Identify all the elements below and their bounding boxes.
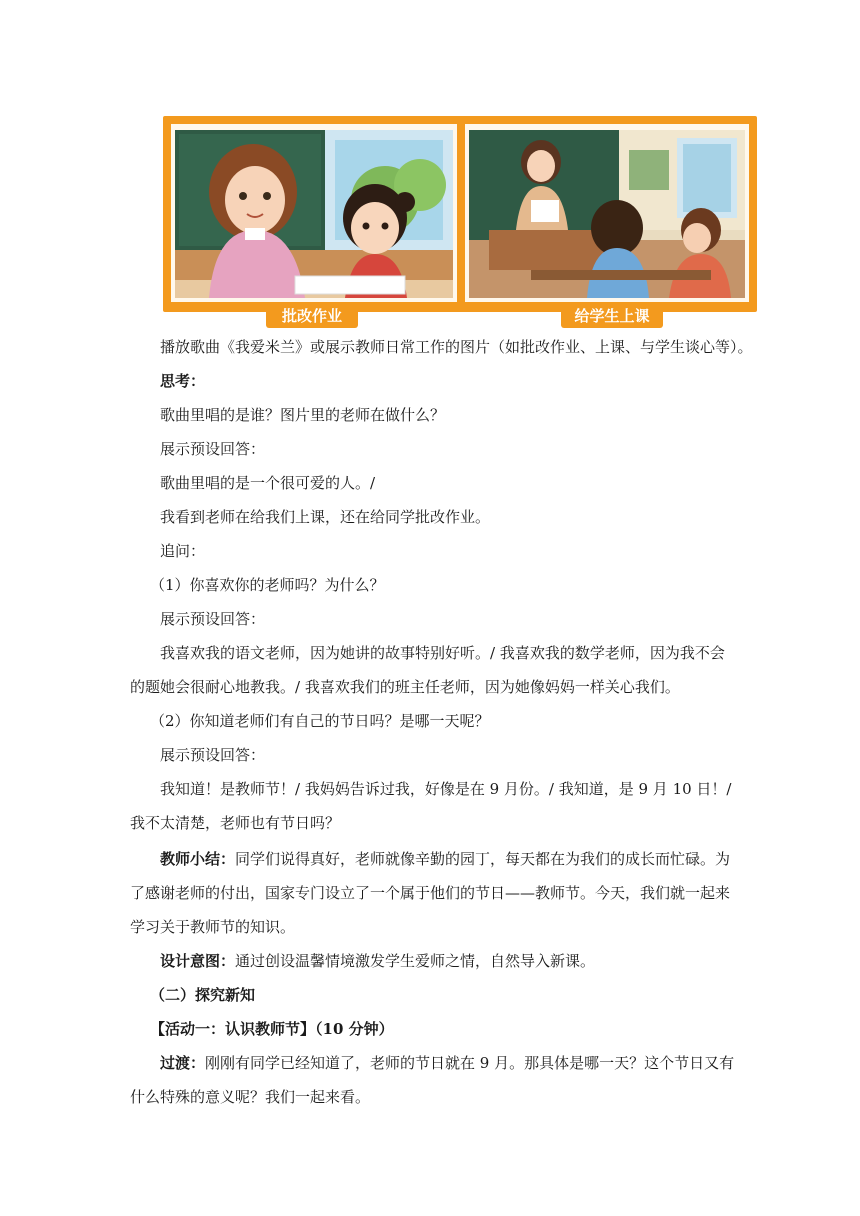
caption-teaching: 给学生上课 — [561, 304, 663, 328]
answer-1a: 歌曲里唱的是一个很可爱的人。/ — [160, 474, 376, 492]
teaching-class-picture — [465, 124, 749, 302]
activity-title: 【活动一：认识教师节】（10 分钟） — [150, 1020, 394, 1038]
summary-text: 同学们说得真好，老师就像辛勤的园丁，每天都在为我们的成长而忙碌。为 — [235, 850, 731, 868]
followup-label: 追问： — [160, 542, 206, 560]
intro-paragraph: 播放歌曲《我爱米兰》或展示教师日常工作的图片（如批改作业、上课、与学生谈心等）。 — [160, 338, 753, 356]
transition-line1 — [160, 1053, 734, 1073]
answer-2-line1: 我喜欢我的语文老师，因为她讲的故事特别好听。/ 我喜欢我的数学老师，因为我不会 — [160, 644, 725, 662]
teacher-illustration — [163, 116, 757, 325]
teaching-scene-image — [469, 130, 745, 298]
summary-line1 — [160, 849, 730, 869]
question-1: （1）你喜欢你的老师吗？为什么？ — [150, 576, 385, 594]
design-intent — [160, 951, 595, 971]
transition-line2: 什么特殊的意义呢？我们一起来看。 — [130, 1088, 371, 1106]
transition-text: 刚刚有同学已经知道了，老师的节日就在 9 月。那具体是哪一天？这个节日又有 — [205, 1054, 735, 1072]
transition-label: 过渡： — [160, 1054, 206, 1072]
grading-scene-image — [175, 130, 453, 298]
answer-3-line1: 我知道！是教师节！/ 我妈妈告诉过我，好像是在 9 月份。/ 我知道，是 9 月 10 日！/ — [160, 780, 732, 798]
grading-homework-picture — [171, 124, 457, 302]
summary-label: 教师小结： — [160, 850, 236, 868]
question-2: （2）你知道老师们有自己的节日吗？是哪一天呢？ — [150, 712, 490, 730]
preset-answer-label: 展示预设回答： — [160, 746, 266, 764]
caption-grading: 批改作业 — [266, 304, 358, 328]
design-text: 通过创设温馨情境激发学生爱师之情，自然导入新课。 — [235, 952, 596, 970]
summary-line3: 学习关于教师节的知识。 — [130, 918, 296, 936]
answer-3-line2: 我不太清楚，老师也有节日吗？ — [130, 814, 341, 832]
preset-answer-label: 展示预设回答： — [160, 610, 266, 628]
question-main: 歌曲里唱的是谁？图片里的老师在做什么？ — [160, 406, 446, 424]
answer-1b: 我看到老师在给我们上课，还在给同学批改作业。 — [160, 508, 491, 526]
summary-line2: 了感谢老师的付出，国家专门设立了一个属于他们的节日——教师节。今天，我们就一起来 — [130, 884, 731, 902]
design-label: 设计意图： — [160, 952, 236, 970]
preset-answer-label: 展示预设回答： — [160, 440, 266, 458]
answer-2-line2: 的题她会很耐心地教我。/ 我喜欢我们的班主任老师，因为她像妈妈一样关心我们。 — [130, 678, 680, 696]
section-title: （二）探究新知 — [150, 986, 256, 1004]
think-label: 思考： — [160, 372, 206, 390]
